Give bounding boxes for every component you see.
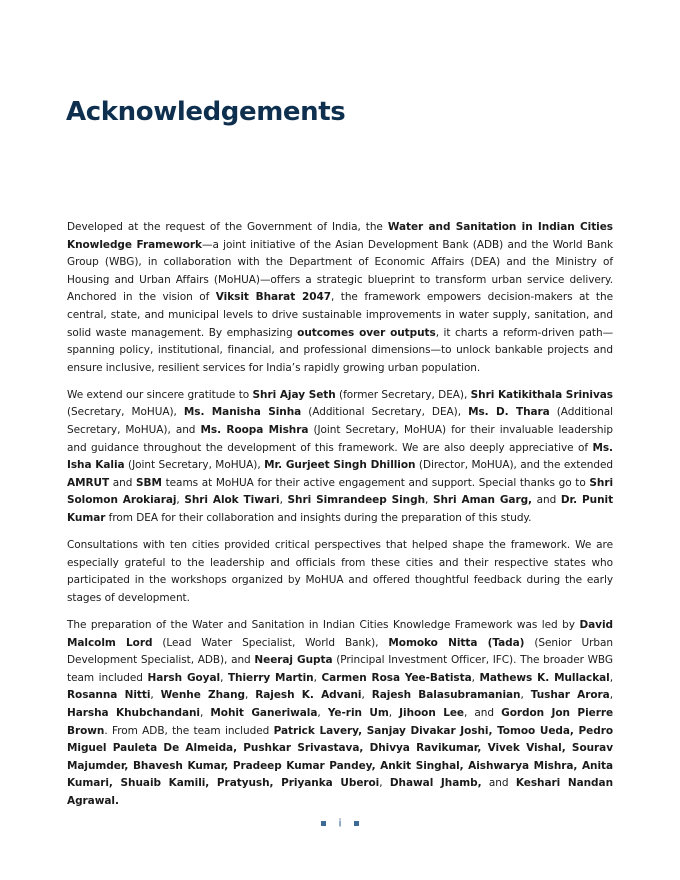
text-run: (Joint Secretary, MoHUA) for their invaluable leadership and guidance throughout the development of this framework. We are also deeply appreciative of <box>67 424 613 454</box>
bold-text: Gordon Jon Pierre Brown <box>67 706 614 737</box>
bold-text: Water and Sanitation in Indian Cities Knowledge Framework <box>67 221 613 251</box>
footer-square-right-icon <box>354 821 359 826</box>
text-run: —a joint initiative of the Asian Development Bank (ADB) and the World Bank Group (WBG), in collaboration with the Department of Economic Affairs (DEA) and the Ministry of Housing and Urban Affairs (MoHUA)—offers a strategic blueprint to transform urban service delivery. Anchored in the vision of <box>67 238 613 304</box>
bold-text: Momoko Nitta (Tada) <box>388 636 525 649</box>
text-run: , <box>199 706 211 719</box>
bold-text: Shri Katikithala Srinivas <box>470 388 613 401</box>
text-run: , the framework empowers decision-makers at the central, state, and municipal levels to drive sustainable improvements in water supply, sanitation, and solid waste management. By emphasizing <box>67 291 613 339</box>
bold-text: Rajesh Balasubramanian <box>371 689 521 702</box>
text-run: and <box>532 494 561 507</box>
bold-text: Shri Solomon Arokiaraj <box>67 476 614 507</box>
bold-text: Jihoon Lee <box>399 706 464 719</box>
text-run: (Additional Secretary, DEA), <box>301 406 469 419</box>
text-run: We extend our sincere gratitude to <box>67 388 253 401</box>
footer-square-left-icon <box>321 821 326 826</box>
text-run: , <box>388 706 400 719</box>
bold-text: Patrick Lavery, Sanjay Divakar Joshi, Tomoo Ueda, Pedro Miguel Pauleta De Almeida, Pushkar Srivastava, Dhivya Ravikumar, Vivek Vishal, Sourav Majumder, Bhavesh Kumar, Pradeep Kumar Pandey, Ankit Singhal, Aishwarya Mishra, Anita Kumari, Shuaib Kamili, Pratyush, Priyanka Uberoi <box>67 724 613 790</box>
text-run: The preparation of the Water and Sanitation in Indian Cities Knowledge Framework was led by <box>67 618 580 631</box>
paragraph-4 <box>67 617 613 811</box>
bold-text: Harsha Khubchandani <box>67 706 200 719</box>
text-run: Developed at the request of the Government of India, the <box>67 221 388 233</box>
text-run: , <box>176 494 185 507</box>
text-run: . From ADB, the team included <box>104 724 274 737</box>
text-run: , <box>244 689 256 702</box>
text-run: , <box>279 494 288 507</box>
bold-text: Shri Alok Tiwari <box>184 494 280 507</box>
bold-text: Rajesh K. Advani <box>255 689 362 702</box>
bold-text: outcomes over outputs <box>297 326 436 339</box>
paragraph-2 <box>67 387 613 528</box>
acknowledgements-body <box>67 219 613 820</box>
text-run: , <box>220 671 228 684</box>
bold-text: Shri Simrandeep Singh <box>287 494 426 507</box>
text-run: Consultations with ten cities provided critical perspectives that helped shape the framework. We are especially grateful to the leadership and officials from these cities and their respective states who participated in the workshops organized by MoHUA and offered thoughtful feedback during the early stages of development. <box>67 539 613 604</box>
bold-text: Thierry Martin <box>227 671 314 684</box>
text-run: (Joint Secretary, MoHUA), <box>124 459 265 472</box>
text-run: (Secretary, MoHUA), <box>67 406 184 419</box>
paragraph-3 <box>67 537 613 607</box>
text-run: (Senior Urban Development Specialist, ADB), and <box>67 636 613 667</box>
text-run: , <box>361 689 372 702</box>
bold-text: Viksit Bharat 2047 <box>215 291 331 304</box>
bold-text: Wenhe Zhang <box>160 689 245 702</box>
text-run: , <box>317 706 328 719</box>
text-run: , and <box>464 706 502 719</box>
bold-text: Carmen Rosa Yee-Batista <box>321 671 472 684</box>
bold-text: Ms. Isha Kalia <box>67 441 613 472</box>
bold-text: Shri Aman Garg, <box>432 494 532 507</box>
page-footer <box>0 816 680 830</box>
text-run: , it charts a reform-driven path—spanning policy, institutional, financial, and professional dimensions—to unlock bankable projects and ensure inclusive, resilient services for India’s rapidly growing urban population. <box>67 326 614 374</box>
text-run: and <box>109 476 137 489</box>
bold-text: Rosanna Nitti <box>67 689 151 702</box>
bold-text: Neeraj Gupta <box>254 654 333 667</box>
paragraph-1 <box>67 219 613 377</box>
bold-text: Shri Ajay Seth <box>252 388 336 401</box>
bold-text: Ms. Roopa Mishra <box>200 424 309 437</box>
text-run: and <box>481 777 516 790</box>
bold-text: Mr. Gurjeet Singh Dhillion <box>264 459 416 472</box>
text-run: (Lead Water Specialist, World Bank), <box>152 636 389 649</box>
bold-text: Ms. Manisha Sinha <box>183 406 302 419</box>
text-run: from DEA for their collaboration and insights during the preparation of this study. <box>105 512 532 524</box>
text-run: , <box>471 671 480 684</box>
bold-text: Dhawal Jhamb, <box>389 777 482 790</box>
text-run: teams at MoHUA for their active engagement and support. Special thanks go to <box>161 476 590 489</box>
text-run: (Additional Secretary, MoHUA), and <box>67 406 614 437</box>
bold-text: Ms. D. Thara <box>468 406 550 419</box>
page-title: Acknowledgements <box>66 97 346 127</box>
text-run: , <box>609 689 614 702</box>
text-run: , <box>313 671 322 684</box>
bold-text: Dr. Punit Kumar <box>67 494 614 524</box>
bold-text: Tushar Arora <box>530 689 610 702</box>
bold-text: Mohit Ganeriwala <box>210 706 318 719</box>
page-number: i <box>338 816 342 830</box>
bold-text: AMRUT <box>67 476 110 489</box>
text-run: , <box>520 689 531 702</box>
text-run: , <box>425 494 433 507</box>
text-run: , <box>150 689 161 702</box>
bold-text: Ye-rin Um <box>327 706 389 719</box>
bold-text: Mathews K. Mullackal <box>479 671 610 684</box>
bold-text: Harsh Goyal <box>147 671 221 684</box>
text-run: (Principal Investment Officer, IFC). The broader WBG team included <box>67 654 613 684</box>
text-run: (Director, MoHUA), and the extended <box>415 459 613 472</box>
text-run: , <box>609 671 614 684</box>
bold-text: David Malcolm Lord <box>67 618 613 649</box>
bold-text: SBM <box>136 476 162 489</box>
text-run: , <box>379 777 390 790</box>
text-run: (former Secretary, DEA), <box>335 388 471 401</box>
bold-text: Keshari Nandan Agrawal. <box>67 777 613 807</box>
